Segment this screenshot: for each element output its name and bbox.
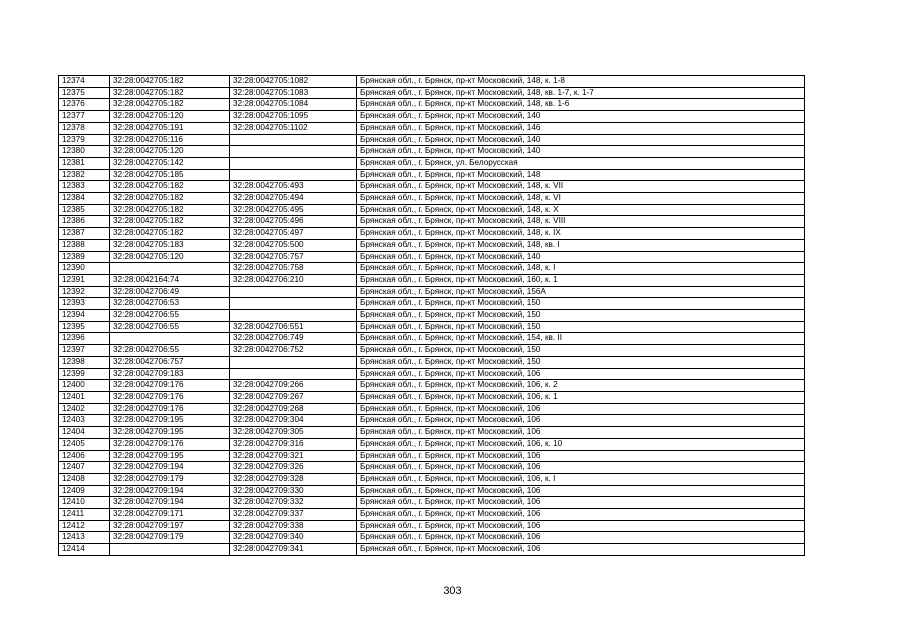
parcel-cadastral-cell: 32:28:0042706:53 <box>110 298 230 310</box>
table-row <box>59 216 805 228</box>
parcel-cadastral-cell: 32:28:0042705:120 <box>110 146 230 158</box>
parcel-cadastral-cell: 32:28:0042705:182 <box>110 216 230 228</box>
address-cell: Брянская обл., г. Брянск, пр-кт Московский, 148, кв. I <box>357 239 805 251</box>
parcel-cadastral-cell: 32:28:0042705:142 <box>110 157 230 169</box>
row-number-cell: 12397 <box>59 345 110 357</box>
table-row <box>59 169 805 181</box>
object-cadastral-cell: 32:28:0042706:551 <box>230 321 357 333</box>
address-cell: Брянская обл., г. Брянск, пр-кт Московский, 106 <box>357 509 805 521</box>
address-cell: Брянская обл., г. Брянск, пр-кт Московский, 148, к. I <box>357 263 805 275</box>
object-cadastral-cell: 32:28:0042709:332 <box>230 497 357 509</box>
object-cadastral-cell <box>230 286 357 298</box>
address-cell: Брянская обл., г. Брянск, пр-кт Московский, 106 <box>357 544 805 556</box>
table-row <box>59 157 805 169</box>
parcel-cadastral-cell: 32:28:0042709:197 <box>110 520 230 532</box>
parcel-cadastral-cell: 32:28:0042706:55 <box>110 321 230 333</box>
address-cell: Брянская обл., г. Брянск, пр-кт Московский, 106 <box>357 485 805 497</box>
object-cadastral-cell: 32:28:0042705:495 <box>230 204 357 216</box>
row-number-cell: 12388 <box>59 239 110 251</box>
row-number-cell: 12377 <box>59 111 110 123</box>
table-row <box>59 368 805 380</box>
parcel-cadastral-cell: 32:28:0042164:74 <box>110 274 230 286</box>
parcel-cadastral-cell: 32:28:0042705:185 <box>110 169 230 181</box>
table-row <box>59 450 805 462</box>
row-number-cell: 12401 <box>59 391 110 403</box>
table-row <box>59 321 805 333</box>
table-row <box>59 263 805 275</box>
address-cell: Брянская обл., г. Брянск, пр-кт Московский, 150 <box>357 321 805 333</box>
table-row <box>59 310 805 322</box>
row-number-cell: 12389 <box>59 251 110 263</box>
table-row <box>59 544 805 556</box>
object-cadastral-cell: 32:28:0042709:305 <box>230 427 357 439</box>
address-cell: Брянская обл., г. Брянск, пр-кт Московский, 140 <box>357 146 805 158</box>
object-cadastral-cell: 32:28:0042706:752 <box>230 345 357 357</box>
table-row <box>59 193 805 205</box>
object-cadastral-cell: 32:28:0042705:758 <box>230 263 357 275</box>
object-cadastral-cell: 32:28:0042709:304 <box>230 415 357 427</box>
table-row <box>59 497 805 509</box>
parcel-cadastral-cell: 32:28:0042709:179 <box>110 473 230 485</box>
row-number-cell: 12396 <box>59 333 110 345</box>
address-cell: Брянская обл., г. Брянск, пр-кт Московский, 106 <box>357 415 805 427</box>
table-row <box>59 462 805 474</box>
object-cadastral-cell: 32:28:0042709:338 <box>230 520 357 532</box>
object-cadastral-cell: 32:28:0042709:321 <box>230 450 357 462</box>
table-row <box>59 356 805 368</box>
row-number-cell: 12398 <box>59 356 110 368</box>
object-cadastral-cell: 32:28:0042709:266 <box>230 380 357 392</box>
row-number-cell: 12374 <box>59 76 110 88</box>
parcel-cadastral-cell <box>110 333 230 345</box>
address-cell: Брянская обл., г. Брянск, пр-кт Московский, 148, к. VIII <box>357 216 805 228</box>
address-cell: Брянская обл., г. Брянск, пр-кт Московский, 106 <box>357 497 805 509</box>
object-cadastral-cell: 32:28:0042705:497 <box>230 228 357 240</box>
table-row <box>59 438 805 450</box>
address-cell: Брянская обл., г. Брянск, пр-кт Московский, 150 <box>357 298 805 310</box>
row-number-cell: 12408 <box>59 473 110 485</box>
object-cadastral-cell: 32:28:0042709:268 <box>230 403 357 415</box>
table-row <box>59 111 805 123</box>
row-number-cell: 12390 <box>59 263 110 275</box>
address-cell: Брянская обл., г. Брянск, пр-кт Московский, 148, к. VII <box>357 181 805 193</box>
object-cadastral-cell: 32:28:0042706:210 <box>230 274 357 286</box>
address-cell: Брянская обл., г. Брянск, пр-кт Московский, 148, к. X <box>357 204 805 216</box>
registry-table-body <box>59 76 805 556</box>
parcel-cadastral-cell: 32:28:0042705:116 <box>110 134 230 146</box>
address-cell: Брянская обл., г. Брянск, пр-кт Московский, 150 <box>357 345 805 357</box>
address-cell: Брянская обл., г. Брянск, пр-кт Московский, 106 <box>357 462 805 474</box>
parcel-cadastral-cell: 32:28:0042709:176 <box>110 380 230 392</box>
parcel-cadastral-cell: 32:28:0042709:195 <box>110 415 230 427</box>
address-cell: Брянская обл., г. Брянск, пр-кт Московский, 140 <box>357 251 805 263</box>
object-cadastral-cell <box>230 146 357 158</box>
object-cadastral-cell: 32:28:0042705:1095 <box>230 111 357 123</box>
row-number-cell: 12387 <box>59 228 110 240</box>
parcel-cadastral-cell: 32:28:0042709:171 <box>110 509 230 521</box>
object-cadastral-cell: 32:28:0042706:749 <box>230 333 357 345</box>
row-number-cell: 12411 <box>59 509 110 521</box>
row-number-cell: 12400 <box>59 380 110 392</box>
object-cadastral-cell: 32:28:0042709:316 <box>230 438 357 450</box>
parcel-cadastral-cell: 32:28:0042705:120 <box>110 111 230 123</box>
parcel-cadastral-cell: 32:28:0042706:757 <box>110 356 230 368</box>
row-number-cell: 12409 <box>59 485 110 497</box>
object-cadastral-cell <box>230 169 357 181</box>
address-cell: Брянская обл., г. Брянск, пр-кт Московский, 106 <box>357 427 805 439</box>
object-cadastral-cell: 32:28:0042709:341 <box>230 544 357 556</box>
parcel-cadastral-cell: 32:28:0042705:182 <box>110 228 230 240</box>
address-cell: Брянская обл., г. Брянск, пр-кт Московский, 106 <box>357 403 805 415</box>
parcel-cadastral-cell: 32:28:0042709:179 <box>110 532 230 544</box>
registry-table <box>58 75 805 556</box>
address-cell: Брянская обл., г. Брянск, пр-кт Московский, 106 <box>357 520 805 532</box>
table-row <box>59 485 805 497</box>
address-cell: Брянская обл., г. Брянск, пр-кт Московский, 146 <box>357 122 805 134</box>
object-cadastral-cell: 32:28:0042705:757 <box>230 251 357 263</box>
table-row <box>59 134 805 146</box>
row-number-cell: 12384 <box>59 193 110 205</box>
row-number-cell: 12402 <box>59 403 110 415</box>
object-cadastral-cell: 32:28:0042705:500 <box>230 239 357 251</box>
table-row <box>59 99 805 111</box>
object-cadastral-cell <box>230 368 357 380</box>
parcel-cadastral-cell: 32:28:0042705:182 <box>110 99 230 111</box>
address-cell: Брянская обл., г. Брянск, пр-кт Московский, 106, к. 2 <box>357 380 805 392</box>
address-cell: Брянская обл., г. Брянск, пр-кт Московский, 154, кв. II <box>357 333 805 345</box>
address-cell: Брянская обл., г. Брянск, пр-кт Московский, 150 <box>357 310 805 322</box>
object-cadastral-cell: 32:28:0042709:326 <box>230 462 357 474</box>
table-row <box>59 76 805 88</box>
parcel-cadastral-cell: 32:28:0042709:195 <box>110 450 230 462</box>
address-cell: Брянская обл., г. Брянск, пр-кт Московский, 148, кв. 1-7, к. 1-7 <box>357 87 805 99</box>
row-number-cell: 12407 <box>59 462 110 474</box>
row-number-cell: 12393 <box>59 298 110 310</box>
object-cadastral-cell: 32:28:0042705:1084 <box>230 99 357 111</box>
object-cadastral-cell <box>230 356 357 368</box>
row-number-cell: 12395 <box>59 321 110 333</box>
address-cell: Брянская обл., г. Брянск, пр-кт Московский, 150 <box>357 356 805 368</box>
row-number-cell: 12382 <box>59 169 110 181</box>
object-cadastral-cell: 32:28:0042709:267 <box>230 391 357 403</box>
parcel-cadastral-cell: 32:28:0042709:176 <box>110 391 230 403</box>
object-cadastral-cell <box>230 157 357 169</box>
table-row <box>59 274 805 286</box>
object-cadastral-cell: 32:28:0042705:493 <box>230 181 357 193</box>
row-number-cell: 12379 <box>59 134 110 146</box>
object-cadastral-cell: 32:28:0042705:496 <box>230 216 357 228</box>
parcel-cadastral-cell: 32:28:0042709:183 <box>110 368 230 380</box>
row-number-cell: 12392 <box>59 286 110 298</box>
row-number-cell: 12378 <box>59 122 110 134</box>
object-cadastral-cell: 32:28:0042705:1082 <box>230 76 357 88</box>
parcel-cadastral-cell: 32:28:0042709:194 <box>110 497 230 509</box>
object-cadastral-cell: 32:28:0042709:337 <box>230 509 357 521</box>
table-row <box>59 532 805 544</box>
row-number-cell: 12381 <box>59 157 110 169</box>
row-number-cell: 12394 <box>59 310 110 322</box>
object-cadastral-cell <box>230 298 357 310</box>
address-cell: Брянская обл., г. Брянск, пр-кт Московский, 106 <box>357 368 805 380</box>
row-number-cell: 12391 <box>59 274 110 286</box>
table-row <box>59 509 805 521</box>
address-cell: Брянская обл., г. Брянск, пр-кт Московский, 148, к. IX <box>357 228 805 240</box>
row-number-cell: 12380 <box>59 146 110 158</box>
address-cell: Брянская обл., г. Брянск, пр-кт Московский, 160, к. 1 <box>357 274 805 286</box>
table-row <box>59 345 805 357</box>
table-row <box>59 415 805 427</box>
address-cell: Брянская обл., г. Брянск, пр-кт Московский, 106, к. 10 <box>357 438 805 450</box>
row-number-cell: 12375 <box>59 87 110 99</box>
address-cell: Брянская обл., г. Брянск, ул. Белорусская <box>357 157 805 169</box>
table-row <box>59 251 805 263</box>
parcel-cadastral-cell: 32:28:0042705:182 <box>110 181 230 193</box>
table-row <box>59 520 805 532</box>
address-cell: Брянская обл., г. Брянск, пр-кт Московский, 106 <box>357 450 805 462</box>
parcel-cadastral-cell <box>110 544 230 556</box>
object-cadastral-cell: 32:28:0042709:328 <box>230 473 357 485</box>
table-row <box>59 427 805 439</box>
table-row <box>59 380 805 392</box>
table-row <box>59 391 805 403</box>
table-row <box>59 239 805 251</box>
row-number-cell: 12414 <box>59 544 110 556</box>
parcel-cadastral-cell: 32:28:0042709:195 <box>110 427 230 439</box>
row-number-cell: 12383 <box>59 181 110 193</box>
parcel-cadastral-cell: 32:28:0042705:183 <box>110 239 230 251</box>
address-cell: Брянская обл., г. Брянск, пр-кт Московский, 148, кв. 1-6 <box>357 99 805 111</box>
table-row <box>59 87 805 99</box>
row-number-cell: 12404 <box>59 427 110 439</box>
table-row <box>59 473 805 485</box>
row-number-cell: 12386 <box>59 216 110 228</box>
row-number-cell: 12376 <box>59 99 110 111</box>
parcel-cadastral-cell: 32:28:0042706:55 <box>110 310 230 322</box>
object-cadastral-cell: 32:28:0042709:340 <box>230 532 357 544</box>
address-cell: Брянская обл., г. Брянск, пр-кт Московский, 148 <box>357 169 805 181</box>
object-cadastral-cell: 32:28:0042705:494 <box>230 193 357 205</box>
table-row <box>59 181 805 193</box>
parcel-cadastral-cell <box>110 263 230 275</box>
address-cell: Брянская обл., г. Брянск, пр-кт Московский, 156А <box>357 286 805 298</box>
address-cell: Брянская обл., г. Брянск, пр-кт Московский, 140 <box>357 111 805 123</box>
parcel-cadastral-cell: 32:28:0042705:120 <box>110 251 230 263</box>
address-cell: Брянская обл., г. Брянск, пр-кт Московский, 106 <box>357 532 805 544</box>
page-number: 303 <box>443 585 462 597</box>
row-number-cell: 12410 <box>59 497 110 509</box>
parcel-cadastral-cell: 32:28:0042705:182 <box>110 204 230 216</box>
table-row <box>59 286 805 298</box>
address-cell: Брянская обл., г. Брянск, пр-кт Московский, 148, к. 1-8 <box>357 76 805 88</box>
object-cadastral-cell <box>230 310 357 322</box>
table-row <box>59 204 805 216</box>
row-number-cell: 12403 <box>59 415 110 427</box>
table-row <box>59 403 805 415</box>
object-cadastral-cell <box>230 134 357 146</box>
parcel-cadastral-cell: 32:28:0042709:176 <box>110 403 230 415</box>
address-cell: Брянская обл., г. Брянск, пр-кт Московский, 140 <box>357 134 805 146</box>
address-cell: Брянская обл., г. Брянск, пр-кт Московский, 106, к. 1 <box>357 391 805 403</box>
parcel-cadastral-cell: 32:28:0042705:182 <box>110 193 230 205</box>
address-cell: Брянская обл., г. Брянск, пр-кт Московский, 106, к. I <box>357 473 805 485</box>
table-row <box>59 333 805 345</box>
table-row <box>59 298 805 310</box>
row-number-cell: 12385 <box>59 204 110 216</box>
parcel-cadastral-cell: 32:28:0042705:182 <box>110 87 230 99</box>
table-row <box>59 228 805 240</box>
row-number-cell: 12405 <box>59 438 110 450</box>
parcel-cadastral-cell: 32:28:0042705:191 <box>110 122 230 134</box>
row-number-cell: 12412 <box>59 520 110 532</box>
parcel-cadastral-cell: 32:28:0042705:182 <box>110 76 230 88</box>
object-cadastral-cell: 32:28:0042705:1083 <box>230 87 357 99</box>
table-row <box>59 122 805 134</box>
row-number-cell: 12413 <box>59 532 110 544</box>
row-number-cell: 12406 <box>59 450 110 462</box>
parcel-cadastral-cell: 32:28:0042706:49 <box>110 286 230 298</box>
parcel-cadastral-cell: 32:28:0042706:55 <box>110 345 230 357</box>
address-cell: Брянская обл., г. Брянск, пр-кт Московский, 148, к. VI <box>357 193 805 205</box>
object-cadastral-cell: 32:28:0042709:330 <box>230 485 357 497</box>
row-number-cell: 12399 <box>59 368 110 380</box>
parcel-cadastral-cell: 32:28:0042709:194 <box>110 462 230 474</box>
parcel-cadastral-cell: 32:28:0042709:176 <box>110 438 230 450</box>
table-row <box>59 146 805 158</box>
parcel-cadastral-cell: 32:28:0042709:194 <box>110 485 230 497</box>
object-cadastral-cell: 32:28:0042705:1102 <box>230 122 357 134</box>
